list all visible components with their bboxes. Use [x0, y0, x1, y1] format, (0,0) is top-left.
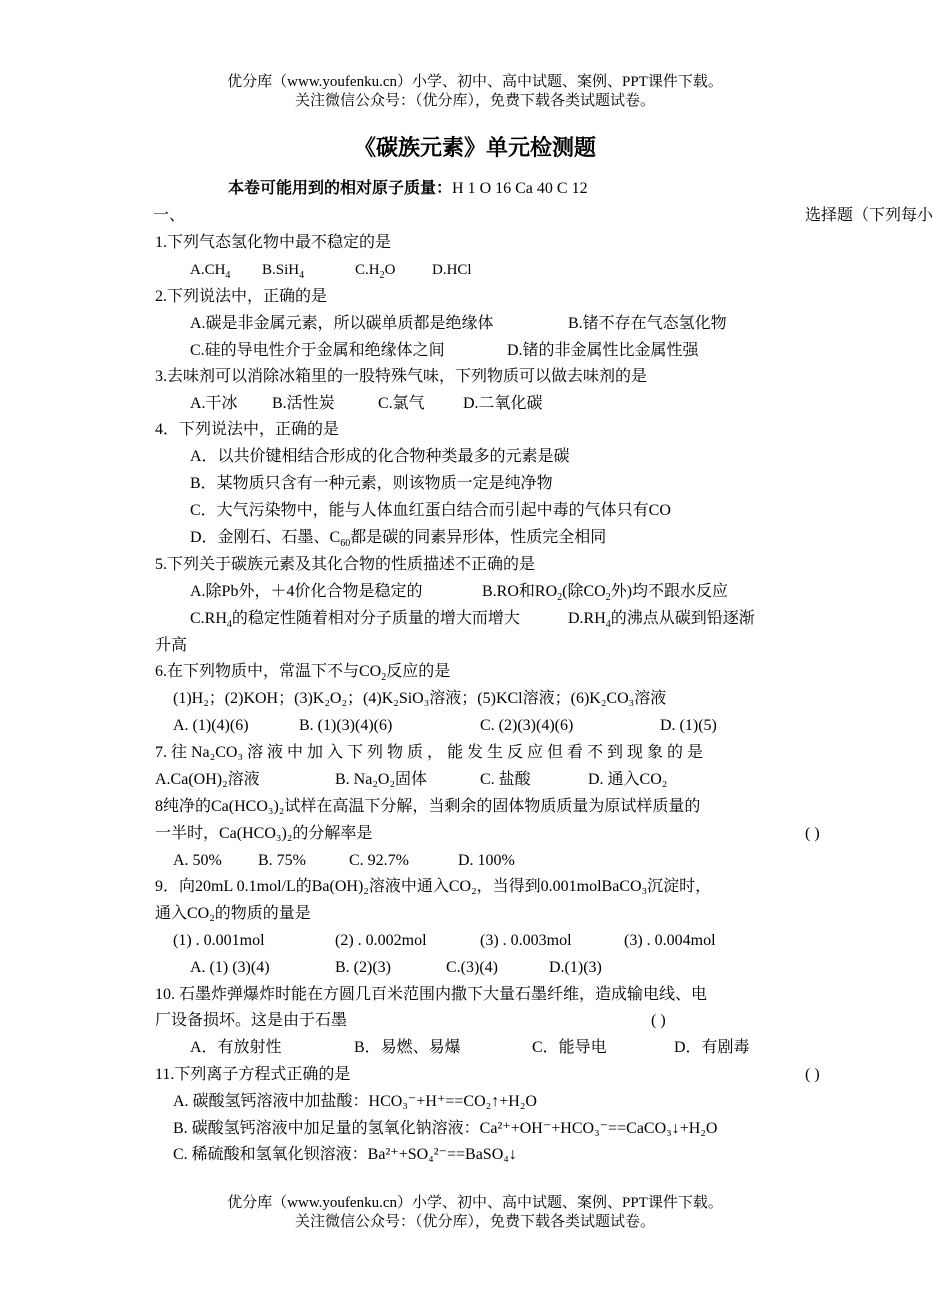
q7-option-b: B. Na₂O₂固体 — [335, 771, 428, 788]
q11-option-b: B. 碳酸氢钙溶液中加足量的氢氧化钠溶液：Ca²⁺+OH⁻+HCO₃⁻==CaCO₃↓+H₂O — [173, 1120, 718, 1137]
q8-option-a: A. 50% — [173, 852, 222, 869]
q4-option-b: B．某物质只含有一种元素，则该物质一定是纯净物 — [190, 475, 553, 492]
atomic-mass-label: 本卷可能用到的相对原子质量： — [228, 180, 453, 197]
page-title: 《碳族元素》单元检测题 — [353, 135, 596, 160]
q5-option-c: $C.RH_4$的稳定性随着相对分子质量的增大而增大 — [190, 610, 520, 631]
footer-line-1: 优分库（www.youfenku.cn）小学、初中、高中试题、案例、PPT课件下载。 — [227, 1195, 723, 1211]
q9-choice-4: (3) . 0.004mol — [624, 932, 716, 949]
q4-option-a: A．以共价键相结合形成的化合物种类最多的元素是碳 — [190, 448, 570, 465]
q3-option-c: C.氯气 — [378, 395, 425, 412]
q11-answer-bracket: ( ) — [805, 1066, 820, 1083]
q10-answer-bracket: ( ) — [651, 1012, 666, 1029]
q7-option-c: C. 盐酸 — [480, 771, 531, 788]
q9-line-2: 通入CO₂的物质的量是 — [155, 905, 311, 922]
section-label: 选择题（下列每小 — [805, 207, 934, 224]
q5-stem: 5.下列关于碳族元素及其化合物的性质描述不正确的是 — [155, 556, 536, 573]
q3-option-b: B.活性炭 — [272, 395, 335, 412]
q11-stem: 11.下列离子方程式正确的是 — [155, 1066, 351, 1083]
q4-stem: 4．下列说法中，正确的是 — [155, 421, 340, 438]
q9-option-a: A. (1) (3)(4) — [190, 959, 270, 976]
q8-line-2: 一半时，Ca(HCO₃)₂的分解率是 — [155, 825, 373, 842]
q10-option-d: D．有剧毒 — [674, 1039, 750, 1056]
atomic-mass-values: H 1 O 16 Ca 40 C 12 — [452, 180, 588, 197]
q6-option-a: A. (1)(4)(6) — [173, 717, 249, 734]
q9-choice-2: (2) . 0.002mol — [335, 932, 427, 949]
q4-option-c: C．大气污染物中，能与人体血红蛋白结合而引起中毒的气体只有CO — [190, 502, 671, 519]
q2-option-c: C.硅的导电性介于金属和绝缘体之间 — [190, 342, 445, 359]
atomic-mass-line — [228, 179, 588, 199]
section-number: 一、 — [153, 207, 186, 224]
q5-option-a: A.除Pb外，＋4价化合物是稳定的 — [190, 583, 423, 600]
q1-option-d: D.HCl — [432, 262, 472, 278]
q10-option-a: A．有放射性 — [190, 1039, 282, 1056]
q1-option-c: $C.H_2O$ — [355, 262, 396, 281]
q1-stem: 1.下列气态氢化物中最不稳定的是 — [155, 234, 392, 251]
q10-line-1: 10. 石墨炸弹爆炸时能在方圆几百米范围内撒下大量石墨纤维，造成输电线、电 — [155, 986, 708, 1003]
q9-choice-3: (3) . 0.003mol — [480, 932, 572, 949]
q4-option-d: D．金刚石、石墨、$C_{60}$都是碳的同素异形体，性质完全相同 — [190, 529, 607, 550]
q9-option-c: C.(3)(4) — [446, 959, 498, 976]
q9-option-b: B. (2)(3) — [335, 959, 391, 976]
header-line-2: 关注微信公众号：（优分库），免费下载各类试题试卷。 — [294, 93, 655, 109]
q5-continuation: 升高 — [155, 637, 188, 654]
q2-stem: 2.下列说法中，正确的是 — [155, 288, 328, 305]
q3-stem: 3.去味剂可以消除冰箱里的一股特殊气味，下列物质可以做去味剂的是 — [155, 368, 648, 385]
q8-option-c: C. 92.7% — [349, 852, 409, 869]
q8-option-b: B. 75% — [258, 852, 306, 869]
q9-line-1: 9．向20mL 0.1mol/L的Ba(OH)₂溶液中通入CO₂，当得到0.001molBaCO₃沉淀时， — [155, 878, 712, 895]
q6-option-d: D. (1)(5) — [660, 717, 717, 734]
q1-option-b: B.SiH$_4$ — [262, 262, 305, 281]
q7-stem: 7. 往 Na₂CO₃ 溶 液 中 加 入 下 列 物 质 ， 能 发 生 反 应 但 看 不 到 现 象 的 是 — [155, 744, 704, 761]
q2-option-b: B.锗不存在气态氢化物 — [568, 315, 727, 332]
q8-option-d: D. 100% — [458, 852, 515, 869]
q11-option-a: A. 碳酸氢钙溶液中加盐酸：HCO₃⁻+H⁺==CO₂↑+H₂O — [173, 1093, 537, 1110]
q6-option-c: C. (2)(3)(4)(6) — [480, 717, 574, 734]
q10-option-c: C．能导电 — [532, 1039, 607, 1056]
q6-option-b: B. (1)(3)(4)(6) — [299, 717, 393, 734]
q5-option-b: B.RO和$RO_2$(除$CO_2$外)均不跟水反应 — [482, 583, 729, 604]
q2-option-a: A.碳是非金属元素，所以碳单质都是绝缘体 — [190, 315, 494, 332]
q9-option-d: D.(1)(3) — [549, 959, 602, 976]
q5-option-d: $D.RH_4$的沸点从碳到铅逐渐 — [568, 610, 755, 631]
q3-option-d: D.二氧化碳 — [463, 395, 543, 412]
q10-line-2: 厂设备损坏。这是由于石墨 — [155, 1012, 348, 1029]
header-line-1: 优分库（www.youfenku.cn）小学、初中、高中试题、案例、PPT课件下载。 — [227, 74, 723, 90]
q11-option-c: C. 稀硫酸和氢氧化钡溶液：Ba²⁺+SO₄²⁻==BaSO₄↓ — [173, 1146, 517, 1163]
footer-line-2: 关注微信公众号：（优分库），免费下载各类试题试卷。 — [294, 1214, 655, 1230]
q7-option-d: D. 通入CO₂ — [588, 771, 668, 788]
q6-stem: 6.在下列物质中，常温下不与$CO_2$反应的是 — [155, 663, 451, 684]
q2-option-d: D.锗的非金属性比金属性强 — [507, 342, 699, 359]
q7-option-a: A.Ca(OH)₂溶液 — [155, 771, 260, 788]
q1-option-a: $A.CH_4$ — [190, 262, 231, 281]
q8-line-1: 8纯净的Ca(HCO₃)₂试样在高温下分解，当剩余的固体物质质量为原试样质量的 — [155, 798, 701, 815]
q6-substance-list: (1)H₂；(2)KOH；(3)K₂O₂；(4)K₂SiO₃溶液；(5)KCl溶液；(6)K₂CO₃溶液 — [173, 690, 667, 707]
q9-choice-1: (1) . 0.001mol — [173, 932, 265, 949]
q8-answer-bracket: ( ) — [805, 825, 820, 842]
q3-option-a: A.干冰 — [190, 395, 238, 412]
q10-option-b: B．易燃、易爆 — [354, 1039, 461, 1056]
